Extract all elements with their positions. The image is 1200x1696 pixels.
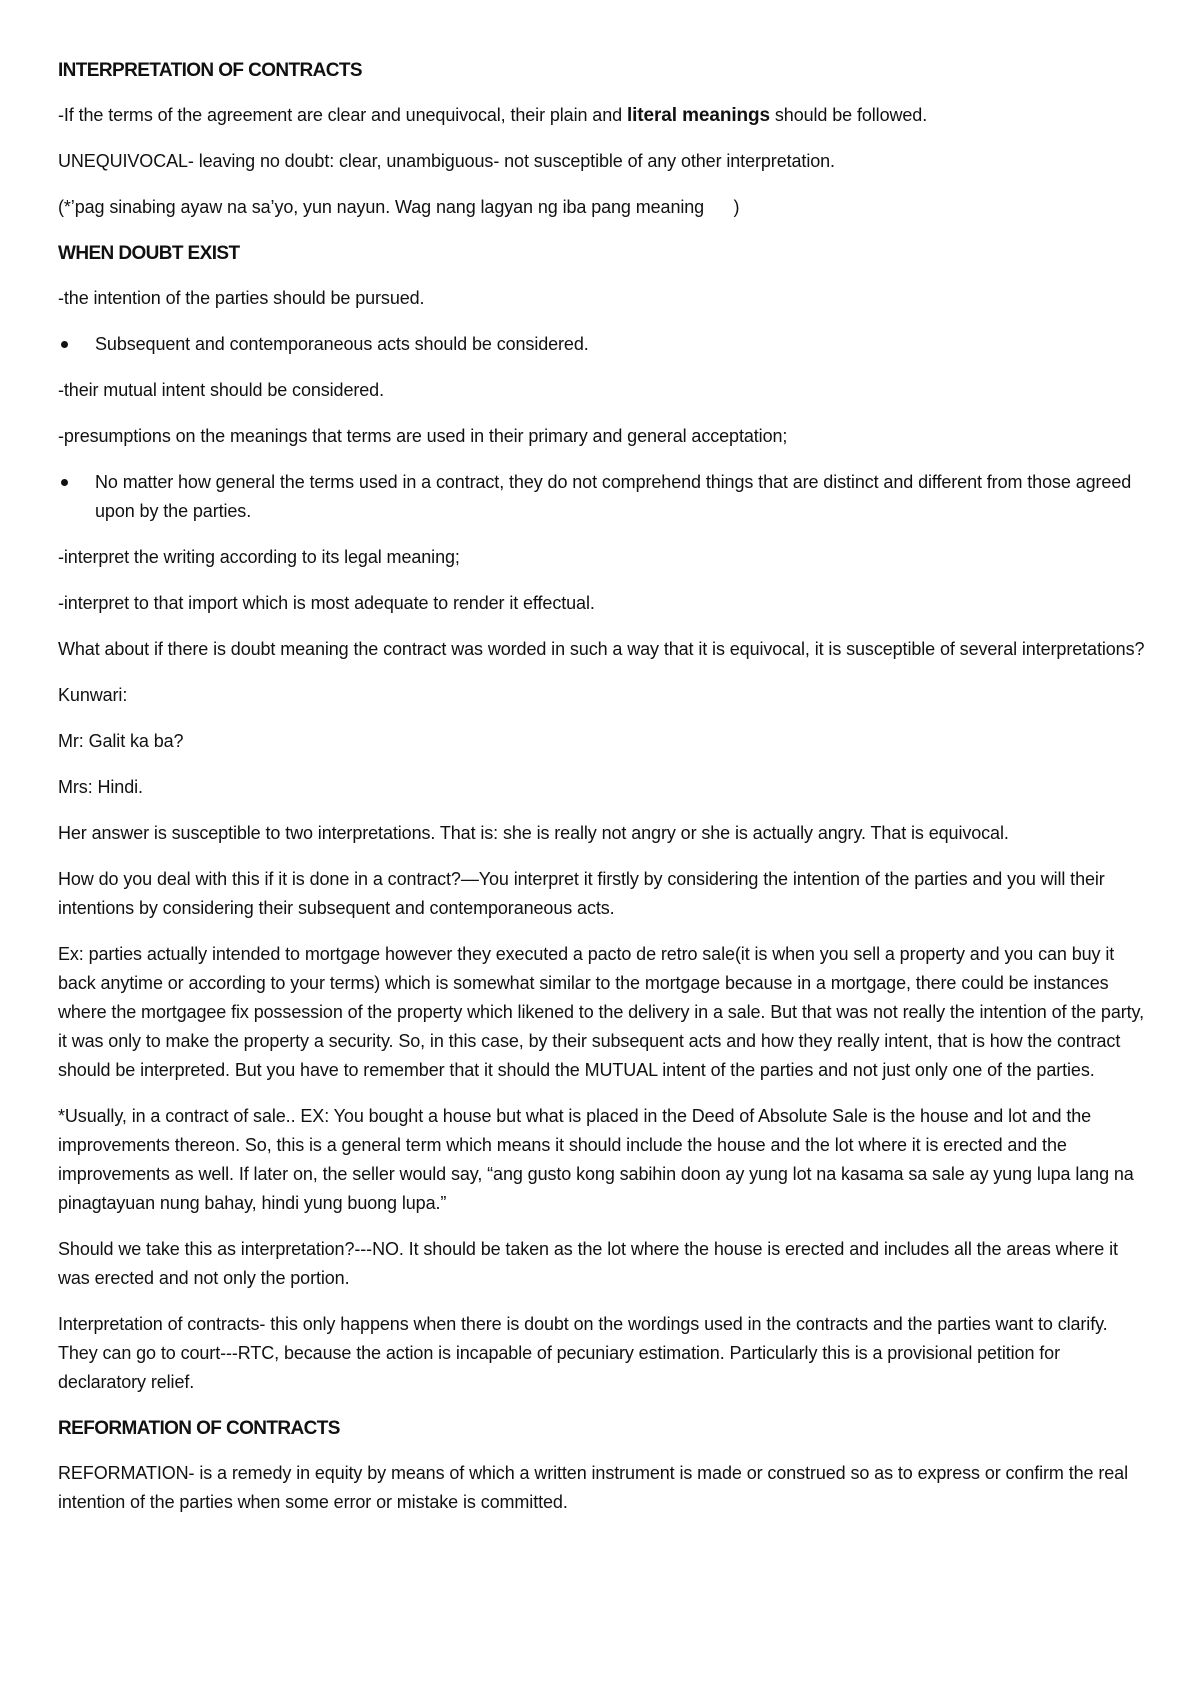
paragraph-pacto-de-retro-example: Ex: parties actually intended to mortgage however they executed a pacto de retro sale(it is when you sell a property and you can buy it back anytime or according to your terms) which is somewhat similar to the mortgage because in a mortgage, there could be instances where the mortgagee fix possession of the property which likened to the delivery in a sale. But that was not really the intention of the party, it was only to make the property a security. So, in this case, by their subsequent acts and how they really intent, that is how the contract should be interpreted. But you have to remember that it should the MUTUAL intent of the parties and not just only one of the parties.: [58, 944, 1144, 1080]
paragraph-clear-terms-text-start: -If the terms of the agreement are clear and unequivocal, their plain and: [58, 105, 627, 125]
literal-meanings-emphasis: literal meanings: [626, 105, 770, 126]
bullet-dot-icon: [61, 341, 68, 348]
heading-reformation-of-contracts: REFORMATION OF CONTRACTS: [58, 1418, 340, 1439]
paragraph-how-to-deal: How do you deal with this if it is done in a contract?—You interpret it firstly by considering the intention of the parties and you will their intentions by considering their subsequent and contemporaneous acts.: [58, 869, 1105, 918]
paragraph-contract-of-sale-example: *Usually, in a contract of sale.. EX: You bought a house but what is placed in the Deed of Absolute Sale is the house and lot and the improvements thereon. So, this is a general term which means it should include the house and the lot where it is erected and the improvements as well. If later on, the seller would say, “ang gusto kong sabihin doon ay yung lot na kasama sa sale ay yung lupa lang na pinagtayuan nung bahay, hindi yung buong lupa.”: [58, 1106, 1134, 1213]
paragraph-doubt-question: What about if there is doubt meaning the contract was worded in such a way that it is equivocal, it is susceptible of several interpretations?: [58, 639, 1145, 659]
paragraph-effectual-import: -interpret to that import which is most adequate to render it effectual.: [58, 593, 595, 613]
paragraph-two-interpretations: Her answer is susceptible to two interpretations. That is: she is really not angry or she is actually angry. That is equivocal.: [58, 823, 1009, 843]
paragraph-interpretation-court: Interpretation of contracts- this only happens when there is doubt on the wordings used in the contracts and the parties want to clarify. They can go to court---RTC, because the action is incapable of pecuniary estimation. Particularly this is a provisional petition for declaratory relief.: [58, 1314, 1108, 1392]
paragraph-unequivocal-definition: UNEQUIVOCAL- leaving no doubt: clear, unambiguous- not susceptible of any other interpretation.: [58, 151, 835, 171]
paragraph-mutual-intent: -their mutual intent should be considered.: [58, 380, 384, 400]
paragraph-reformation-definition: REFORMATION- is a remedy in equity by means of which a written instrument is made or construed so as to express or confirm the real intention of the parties when some error or mistake is committed.: [58, 1463, 1128, 1512]
bullet-general-terms-text: No matter how general the terms used in a contract, they do not comprehend things that are distinct and different from those agreed upon by the parties.: [95, 472, 1132, 521]
paragraph-tagalog-note: (*’pag sinabing ayaw na sa’yo, yun nayun. Wag nang lagyan ng iba pang meaning ): [58, 197, 740, 217]
paragraph-should-we-take: Should we take this as interpretation?---NO. It should be taken as the lot where the house is erected and includes all the areas where it was erected and not only the portion.: [58, 1239, 1118, 1288]
paragraph-kunwari: Kunwari:: [58, 685, 128, 705]
document-page: [58, 56, 1148, 1534]
paragraph-clear-terms: [58, 101, 1148, 130]
paragraph-clear-terms-text-end: should be followed.: [770, 105, 928, 125]
heading-when-doubt-exist: WHEN DOUBT EXIST: [58, 243, 240, 264]
paragraph-mr-question: Mr: Galit ka ba?: [58, 731, 184, 751]
paragraph-legal-meaning: -interpret the writing according to its legal meaning;: [58, 547, 460, 567]
paragraph-mrs-answer: Mrs: Hindi.: [58, 777, 143, 797]
bullet-general-terms: [58, 468, 1148, 526]
paragraph-intention-pursued: -the intention of the parties should be pursued.: [58, 288, 425, 308]
paragraph-presumptions: -presumptions on the meanings that terms are used in their primary and general acceptation;: [58, 426, 788, 446]
bullet-dot-icon: [61, 479, 68, 486]
bullet-subsequent-acts-text: Subsequent and contemporaneous acts should be considered.: [95, 334, 589, 354]
heading-interpretation-of-contracts: INTERPRETATION OF CONTRACTS: [58, 60, 362, 81]
bullet-subsequent-acts: [58, 330, 1148, 359]
